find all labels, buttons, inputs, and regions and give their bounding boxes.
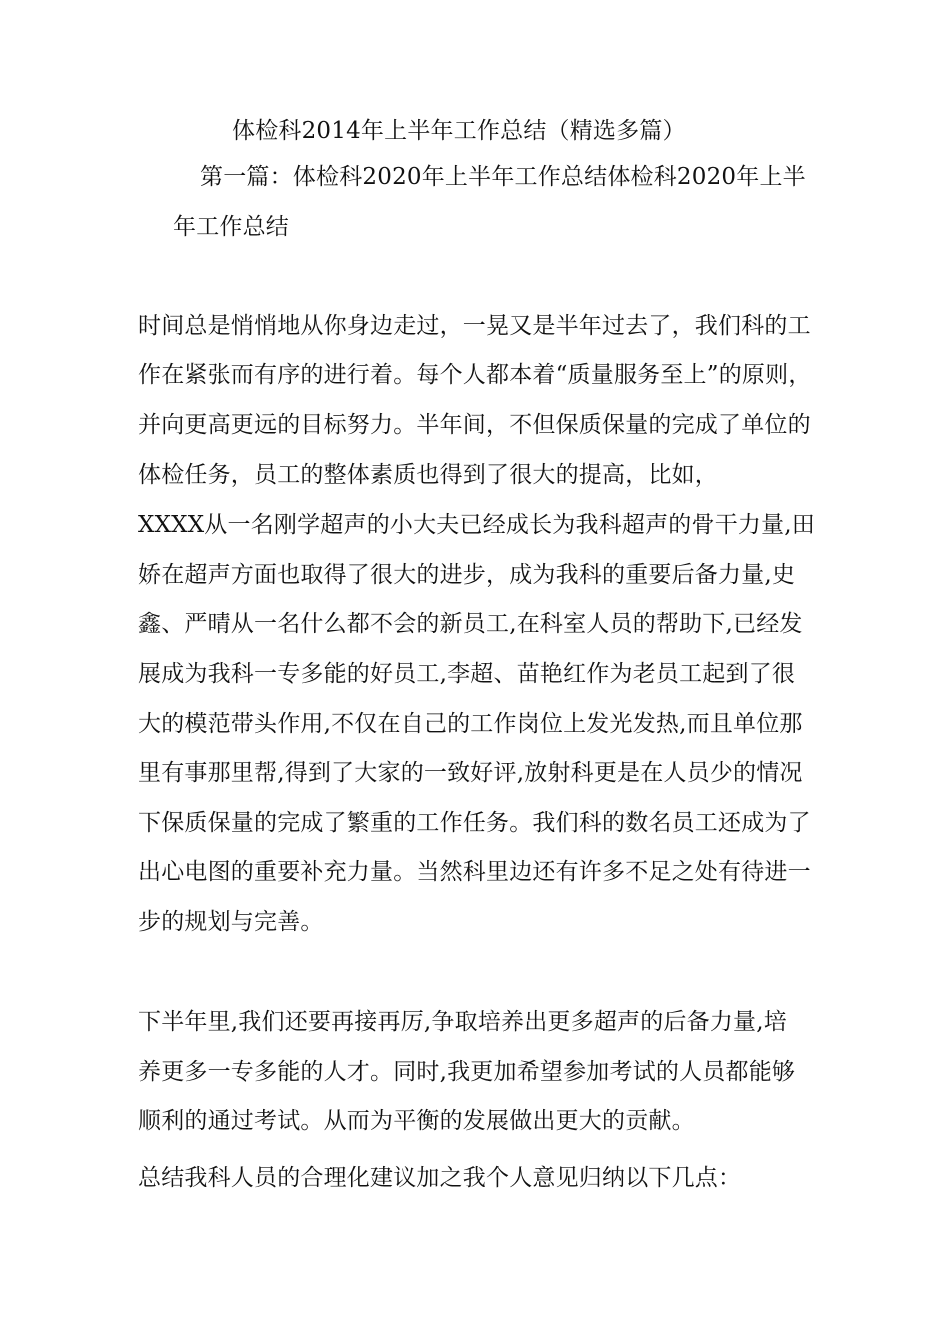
paragraph-line: 顺利的通过考试。从而为平衡的发展做出更大的贡献。 xyxy=(138,1108,695,1134)
paragraph-line: 作在紧张而有序的进行着。每个人都本着“质量服务至上”的原则， xyxy=(138,362,812,388)
paragraph-line: 体检任务，员工的整体素质也得到了很大的提高，比如， xyxy=(138,462,718,488)
paragraph-line: 大的模范带头作用,不仅在自己的工作岗位上发光发热,而且单位那 xyxy=(138,711,803,737)
paragraph-line: 出心电图的重要补充力量。当然科里边还有许多不足之处有待进一 xyxy=(138,859,811,885)
paragraph-line: 养更多一专多能的人才。同时,我更加希望参加考试的人员都能够 xyxy=(138,1059,796,1085)
paragraph-line: 下保质保量的完成了繁重的工作任务。我们科的数名员工还成为了 xyxy=(138,810,811,836)
subtitle-line-1: 第一篇：体检科2020年上半年工作总结体检科2020年上半 xyxy=(200,164,806,190)
paragraph-line: 娇在超声方面也取得了很大的进步，成为我科的重要后备力量,史 xyxy=(138,562,796,588)
paragraph-line: XXXX从一名刚学超声的小大夫已经成长为我科超声的骨干力量,田 xyxy=(138,512,816,538)
paragraph-line: 下半年里,我们还要再接再厉,争取培养出更多超声的后备力量,培 xyxy=(138,1009,787,1035)
paragraph-line: 步的规划与完善。 xyxy=(138,909,324,935)
paragraph-line: 并向更高更远的目标努力。半年间，不但保质保量的完成了单位的 xyxy=(138,412,811,438)
paragraph-3: 总结我科人员的合理化建议加之我个人意见归纳以下几点： xyxy=(138,1165,742,1191)
document-title: 体检科2014年上半年工作总结（精选多篇） xyxy=(232,118,686,144)
paragraph-line: 里有事那里帮,得到了大家的一致好评,放射科更是在人员少的情况 xyxy=(138,760,803,786)
paragraph-line: 时间总是悄悄地从你身边走过，一晃又是半年过去了，我们科的工 xyxy=(138,313,811,339)
subtitle-line-2: 年工作总结 xyxy=(173,214,289,240)
paragraph-line: 展成为我科一专多能的好员工,李超、苗艳红作为老员工起到了很 xyxy=(138,661,796,687)
paragraph-line: 鑫、严晴从一名什么都不会的新员工,在科室人员的帮助下,已经发 xyxy=(138,611,803,637)
